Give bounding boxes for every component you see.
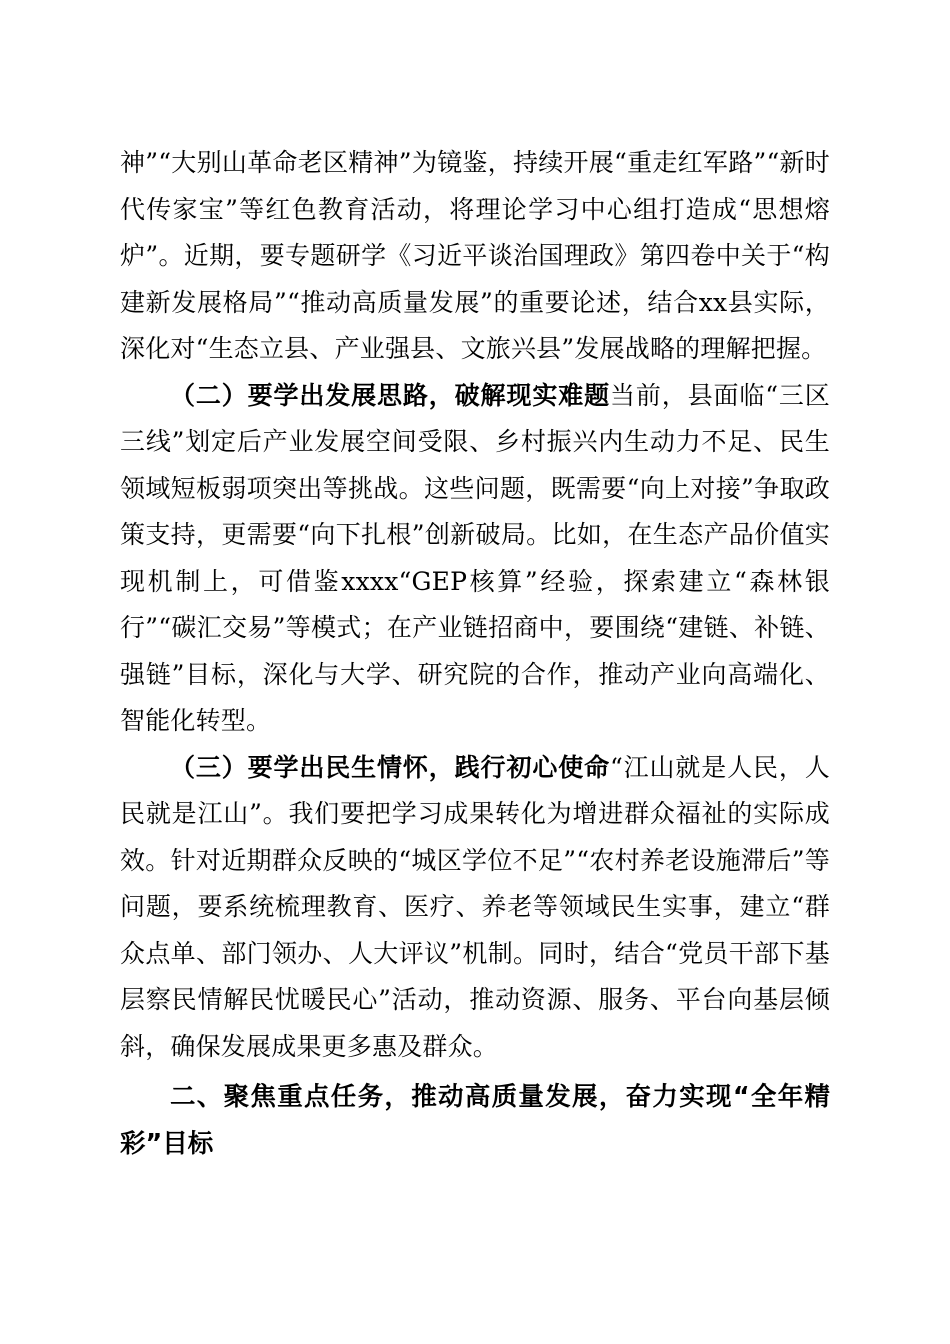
paragraph-section-2 [120,373,830,745]
section-2-text: 当前，县面临“三区三线”划定后产业发展空间受限、乡村振兴内生动力不足、民生领域短板弱项突出等挑战。这些问题，既需要“向上对接”争取政策支持，更需要“向下扎根”创新破局。比如，在生态产品价值实现机制上，可借鉴xxxx“GEP核算”经验，探索建立“森林银行”“碳汇交易”等模式；在产业链招商中，要围绕“建链、补链、强链”目标，深化与大学、研究院的合作，推动产业向高端化、智能化转型。 [120,380,830,735]
paragraph-continuation: 神”“大别山革命老区精神”为镜鉴，持续开展“重走红军路”“新时代传家宝”等红色教育活动，将理论学习中心组打造成“思想熔炉”。近期，要专题研学《习近平谈治国理政》第四卷中关于“构建新发展格局”“推动高质量发展”的重要论述，结合xx县实际，深化对“生态立县、产业强县、文旅兴县”发展战略的理解把握。 [120,148,830,363]
main-heading-2: 二、聚焦重点任务，推动高质量发展，奋力实现“全年精彩”目标 [120,1082,830,1159]
paragraph-section-3 [120,745,830,1071]
section-3-text: “江山就是人民，人民就是江山”。我们要把学习成果转化为增进群众福祉的实际成效。针对近期群众反映的“城区学位不足”“农村养老设施滞后”等问题，要系统梳理教育、医疗、养老等领域民生实事，建立“群众点单、部门领办、人大评议”机制。同时，结合“党员干部下基层察民情解民忧暖民心”活动，推动资源、服务、平台向基层倾斜，确保发展成果更多惠及群众。 [120,752,830,1061]
document-body [120,140,830,1167]
section-2-heading: （二）要学出发展思路，破解现实难题 [170,380,610,410]
section-3-heading: （三）要学出民生情怀，践行初心使命 [170,752,610,782]
